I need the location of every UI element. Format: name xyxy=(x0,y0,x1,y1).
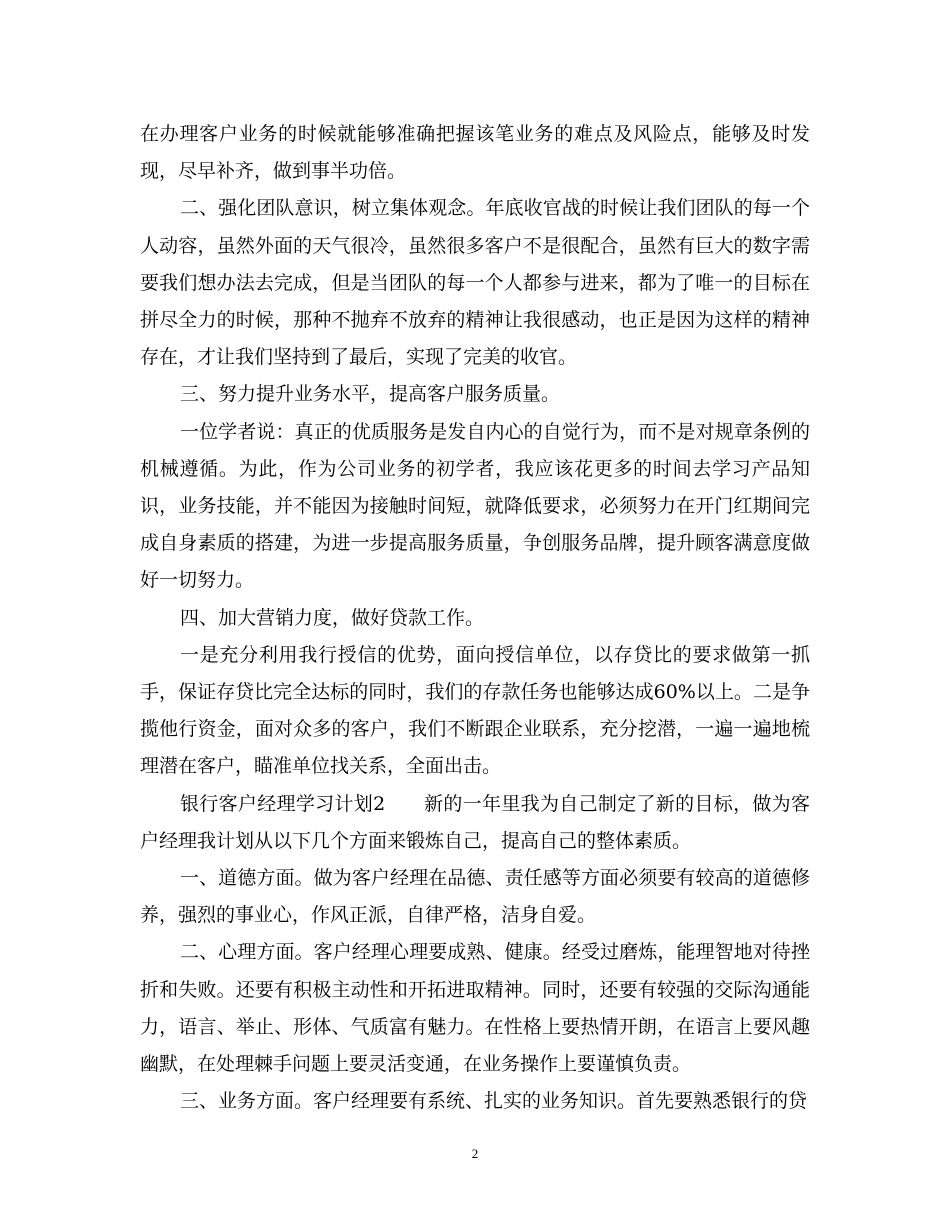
document-body xyxy=(140,116,810,1120)
paragraph-7: 银行客户经理学习计划2 新的一年里我为自己制定了新的目标，做为客户经理我计划从以下几个方面来锻炼自己，提高自己的整体素质。 xyxy=(140,792,810,852)
paragraph-6: 一是充分利用我行授信的优势，面向授信单位，以存贷比的要求做第一抓手，保证存贷比完全达标的同时，我们的存款任务也能够达成60%以上。二是争揽他行资金，面对众多的客户，我们不断跟企业联系，充分挖潜，一遍一遍地梳理潜在客户，瞄准单位找关系，全面出击。 xyxy=(140,643,810,778)
paragraph-2: 二、强化团队意识，树立集体观念。年底收官战的时候让我们团队的每一个人动容，虽然外面的天气很冷，虽然很多客户不是很配合，虽然有巨大的数字需要我们想办法去完成，但是当团队的每一个人都参与进来，都为了唯一的目标在拼尽全力的时候，那种不抛弃不放弃的精神让我很感动，也正是因为这样的精神存在，才让我们坚持到了最后，实现了完美的收官。 xyxy=(140,197,810,369)
paragraph-10: 三、业务方面。客户经理要有系统、扎实的业务知识。首先要熟悉银行的贷 xyxy=(180,1090,808,1113)
paragraph-5-heading: 四、加大营销力度，做好贷款工作。 xyxy=(180,606,485,629)
paragraph-4: 一位学者说：真正的优质服务是发自内心的自觉行为，而不是对规章条例的机械遵循。为此，作为公司业务的初学者，我应该花更多的时间去学习产品知识，业务技能，并不能因为接触时间短，就降低要求，必须努力在开门红期间完成自身素质的搭建，为进一步提高服务质量，争创服务品牌，提升顾客满意度做好一切努力。 xyxy=(140,420,810,592)
paragraph-3-heading: 三、努力提升业务水平，提高客户服务质量。 xyxy=(180,383,561,406)
paragraph-1: 在办理客户业务的时候就能够准确把握该笔业务的难点及风险点，能够及时发现，尽早补齐，做到事半功倍。 xyxy=(140,123,810,183)
paragraph-8: 一、道德方面。做为客户经理在品德、责任感等方面必须要有较高的道德修养，强烈的事业心，作风正派，自律严格，洁身自爱。 xyxy=(140,867,810,927)
page-number: 2 xyxy=(471,1146,479,1161)
paragraph-9: 二、心理方面。客户经理心理要成熟、健康。经受过磨炼，能理智地对待挫折和失败。还要有积极主动性和开拓进取精神。同时，还要有较强的交际沟通能力，语言、举止、形体、气质富有魅力。在性格上要热情开朗，在语言上要风趣幽默，在处理棘手问题上要灵活变通，在业务操作上要谨慎负责。 xyxy=(140,941,810,1076)
